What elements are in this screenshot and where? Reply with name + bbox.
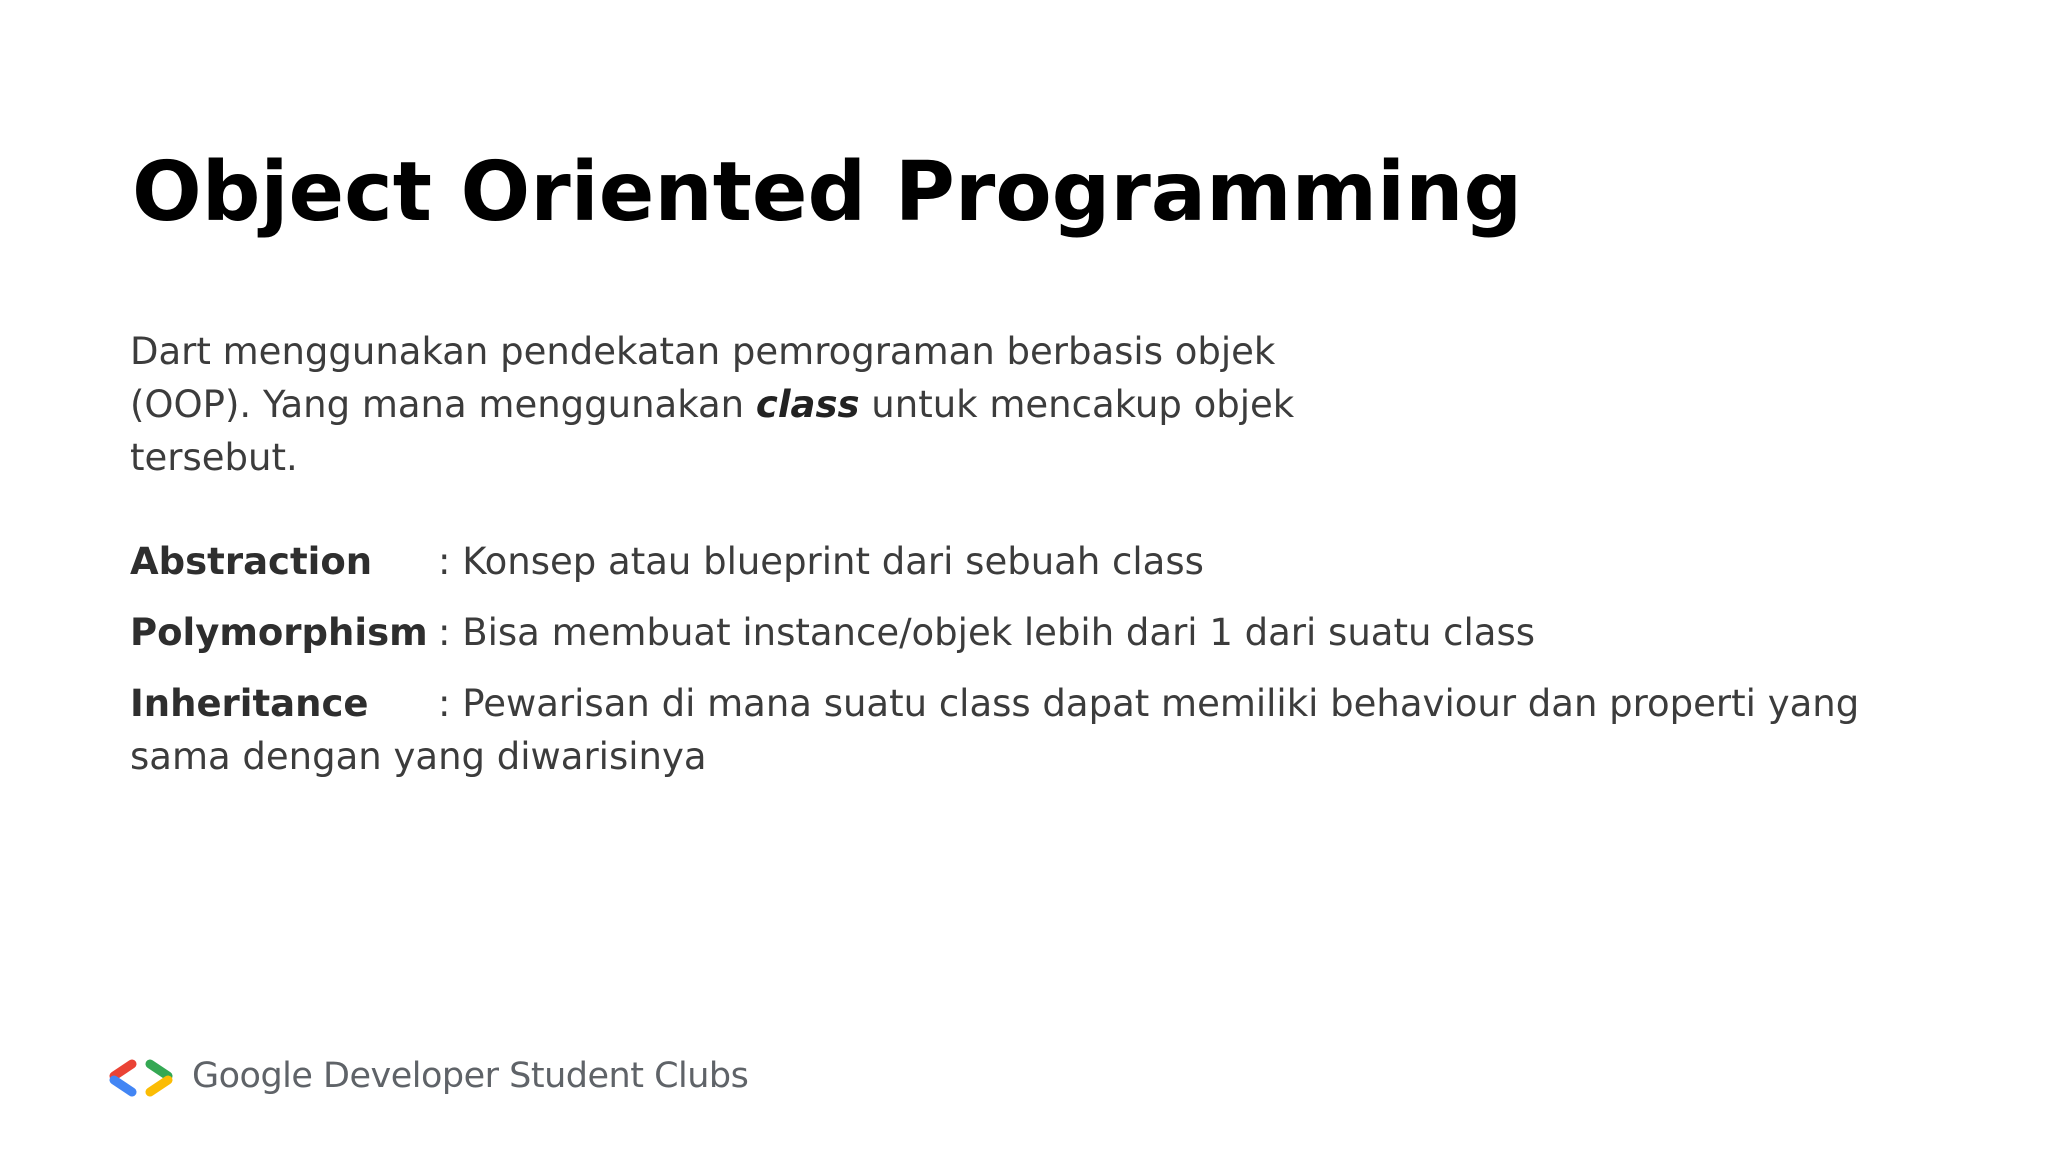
term-name: Polymorphism [130, 611, 428, 654]
term-row-inheritance [130, 677, 1930, 783]
oop-terms-list [130, 535, 1930, 801]
term-row-polymorphism [130, 606, 1930, 659]
term-description: Bisa membuat instance/objek lebih dari 1 dari suatu class [462, 611, 1536, 654]
logo-left-bottom-stroke [114, 1080, 132, 1092]
term-separator: : [438, 682, 451, 725]
slide-title: Object Oriented Programming [132, 145, 1523, 240]
term-description: Pewarisan di mana suatu class dapat memiliki behaviour dan properti yang sama dengan yang diwarisinya [130, 682, 1860, 778]
intro-keyword: class [755, 383, 860, 426]
logo-left-top-stroke [114, 1064, 132, 1076]
term-separator: : [438, 540, 451, 583]
term-separator: : [438, 611, 451, 654]
intro-text-before: Dart menggunakan pendekatan pemrograman berbasis objek (OOP). Yang mana menggunakan [130, 330, 1276, 426]
logo-right-top-stroke [150, 1064, 168, 1076]
logo-right-bottom-stroke [150, 1080, 168, 1092]
intro-text-after: untuk mencakup objek tersebut. [130, 383, 1295, 479]
footer-brand-text: Google Developer Student Clubs [192, 1056, 749, 1096]
intro-paragraph [130, 325, 1350, 484]
term-row-abstraction [130, 535, 1930, 588]
gdsc-chevrons-logo-icon [106, 1058, 178, 1098]
term-description: Konsep atau blueprint dari sebuah class [462, 540, 1204, 583]
term-name: Abstraction [130, 540, 373, 583]
term-name: Inheritance [130, 682, 369, 725]
